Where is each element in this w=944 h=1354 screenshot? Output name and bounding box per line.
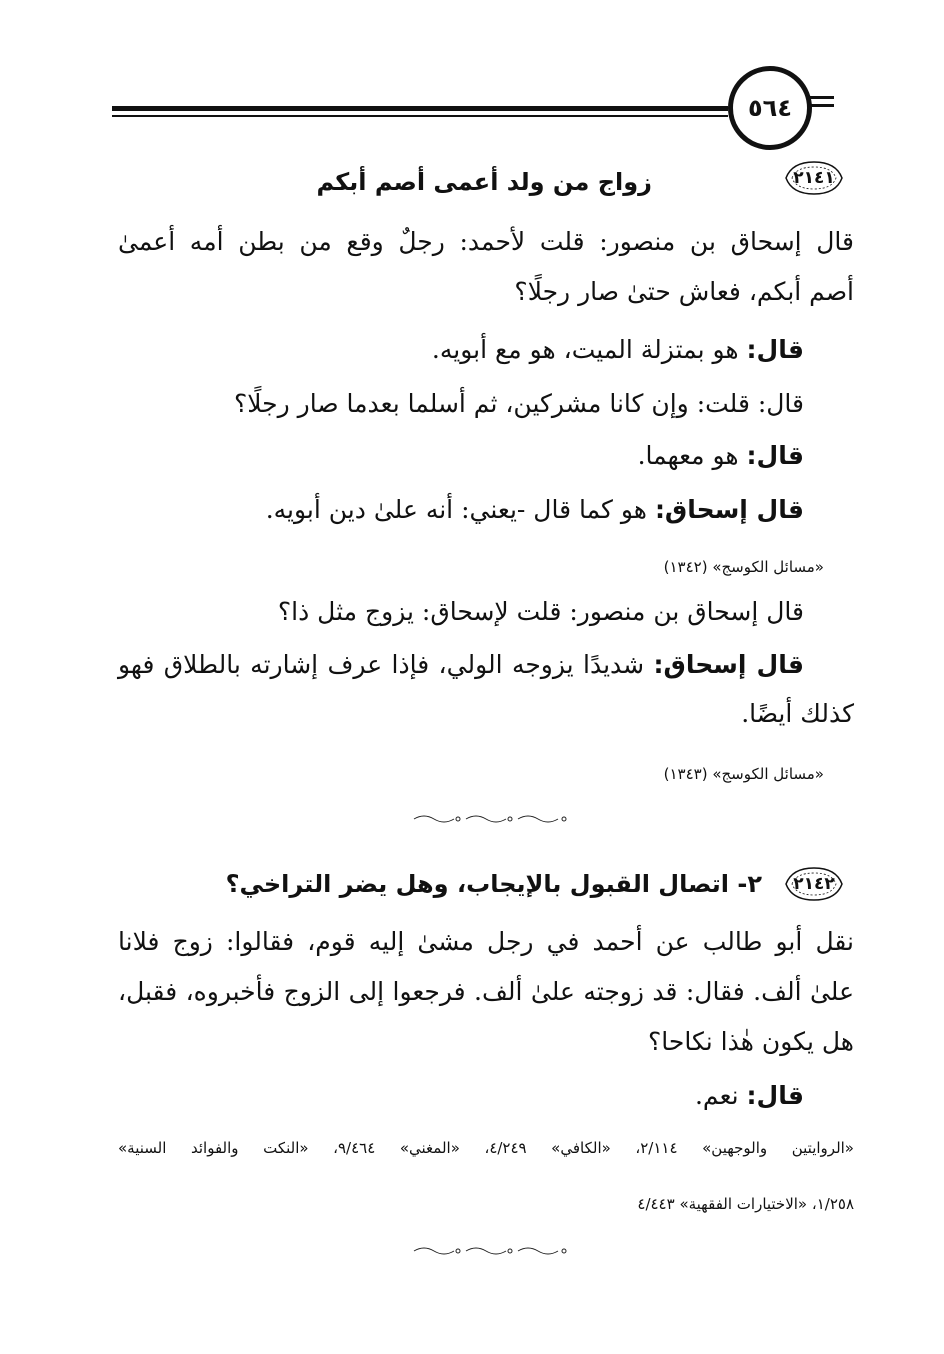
header-rule	[112, 106, 728, 120]
section-number-badge	[782, 864, 846, 904]
header-rule-end	[808, 96, 834, 112]
source-citation: «مسائل الكوسج» (١٣٤٣)	[663, 765, 824, 783]
section-title: زواج من ولد أعمى أصم أبكم	[316, 168, 652, 196]
text-line: قال: نعم.	[694, 1081, 804, 1110]
text-line: قال: هو معهما.	[637, 441, 804, 470]
text-line: كذلك أيضًا.	[741, 699, 854, 728]
speaker-label: قال:	[746, 441, 804, 470]
speaker-label: قال إسحاق:	[654, 495, 804, 524]
text-line: علىٰ ألف. فقال: قد زوجته علىٰ ألف. فرجعوا إلى الزوج فأخبروه، فقبل،	[118, 977, 854, 1006]
ornamental-divider-icon	[410, 1244, 570, 1258]
section-number: ٢١٤٢	[793, 874, 835, 894]
speaker-label: قال:	[746, 335, 804, 364]
text-line: نقل أبو طالب عن أحمد في رجل مشىٰ إليه قوم، فقالوا: زوج فلانا	[118, 927, 854, 956]
source-citation: «الروايتين والوجهين» ٢/١١٤، «الكافي» ٤/٢٤٩، «المغني» ٩/٤٦٤، «النكت والفوائد السنية»	[118, 1139, 854, 1157]
section-title: ٢- اتصال القبول بالإيجاب، وهل يضر التراخي؟	[225, 870, 762, 898]
speaker-label: قال:	[746, 1081, 804, 1110]
text-line: هل يكون هٰذا نكاحا؟	[648, 1027, 854, 1056]
text-line: قال إسحاق بن منصور: قلت لأحمد: رجلٌ وقع من بطن أمه أعمىٰ	[118, 227, 854, 256]
section-number: ٢١٤١	[793, 168, 835, 188]
text-line: قال إسحاق: هو كما قال -يعني: أنه علىٰ دين أبويه.	[265, 495, 804, 524]
page-number: ٥٦٤	[728, 66, 812, 150]
ornamental-divider-icon	[410, 812, 570, 826]
source-citation: «مسائل الكوسج» (١٣٤٢)	[663, 558, 824, 576]
text-line: قال إسحاق بن منصور: قلت لإسحاق: يزوج مثل ذا؟	[277, 597, 804, 626]
source-citation: ١/٢٥٨، «الاختيارات الفقهية» ٤/٤٤٣	[637, 1195, 854, 1213]
section-number-badge	[782, 158, 846, 198]
text-line: قال: قلت: وإن كانا مشركين، ثم أسلما بعدما صار رجلًا؟	[234, 389, 804, 418]
text-line: قال إسحاق: شديدًا يزوجه الولي، فإذا عرف إشارته بالطلاق فهو	[118, 650, 804, 679]
text-line: أصم أبكم، فعاش حتىٰ صار رجلًا؟	[514, 277, 854, 306]
speaker-label: قال إسحاق:	[653, 650, 804, 679]
text-line: قال: هو بمتزلة الميت، هو مع أبويه.	[431, 335, 804, 364]
